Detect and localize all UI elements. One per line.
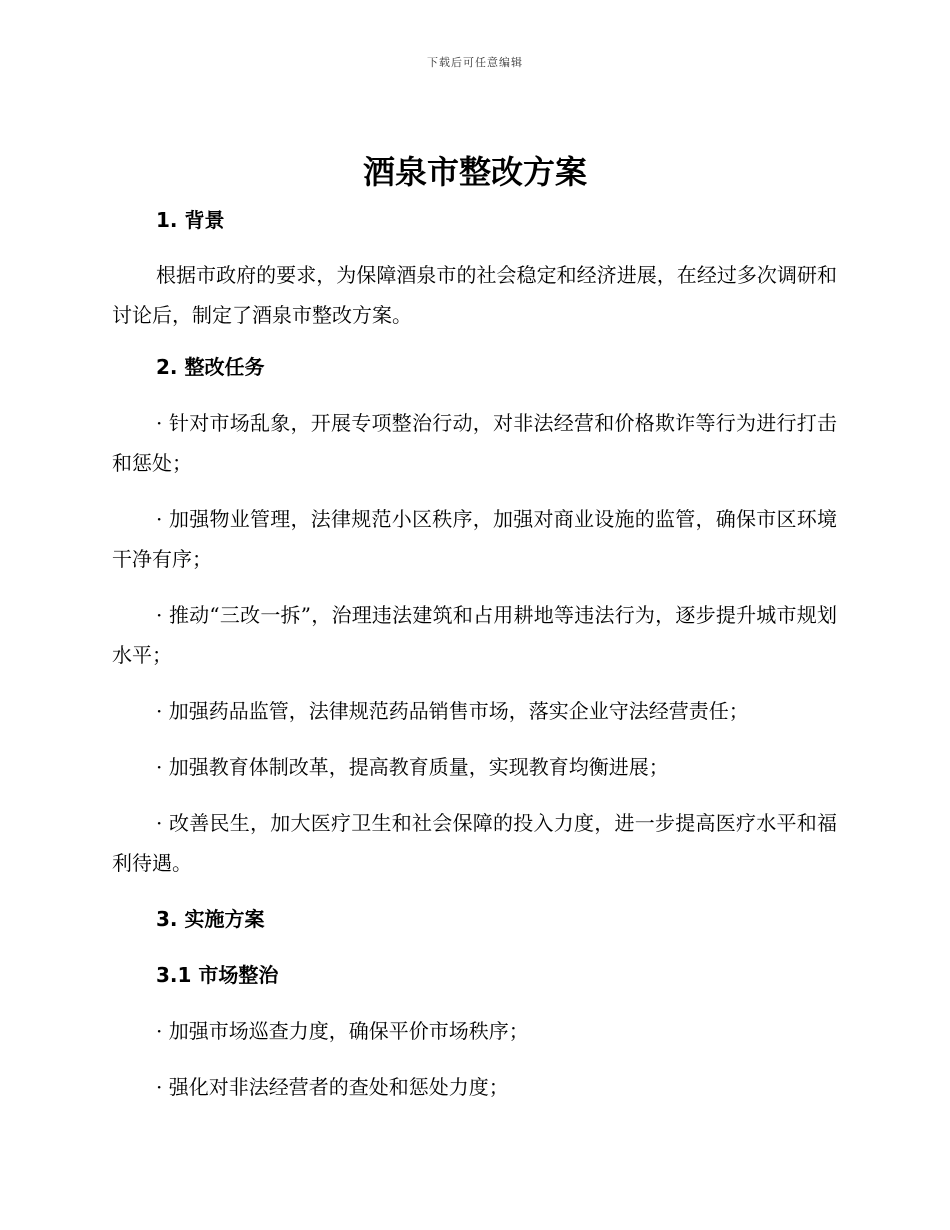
task-item: · 推动“三改一拆”，治理违法建筑和占用耕地等违法行为，逐步提升城市规划水平； bbox=[112, 603, 837, 667]
implementation-item: · 加强市场巡查力度，确保平价市场秩序； bbox=[156, 1019, 529, 1043]
header-note: 下载后可任意编辑 bbox=[427, 56, 523, 69]
implementation-item: · 强化对非法经营者的查处和惩处力度； bbox=[156, 1075, 509, 1099]
subsection-heading-market: 3.1 市场整治 bbox=[156, 963, 279, 987]
task-item: · 加强物业管理，法律规范小区秩序，加强对商业设施的监管，确保市区环境干净有序； bbox=[112, 507, 837, 571]
task-item: · 改善民生，加大医疗卫生和社会保障的投入力度，进一步提高医疗水平和福利待遇。 bbox=[112, 811, 837, 875]
section-heading-background: 1. 背景 bbox=[156, 208, 225, 232]
task-item: · 加强教育体制改革，提高教育质量，实现教育均衡进展； bbox=[156, 755, 669, 779]
document-title: 酒泉市整改方案 bbox=[362, 153, 587, 191]
task-item: · 加强药品监管，法律规范药品销售市场，落实企业守法经营责任； bbox=[156, 699, 749, 723]
document-body bbox=[112, 200, 837, 1107]
section-heading-tasks: 2. 整改任务 bbox=[156, 355, 265, 379]
background-paragraph: 根据市政府的要求，为保障酒泉市的社会稳定和经济进展，在经过多次调研和讨论后，制定了酒泉市整改方案。 bbox=[112, 263, 837, 327]
section-heading-implementation: 3. 实施方案 bbox=[156, 907, 265, 931]
task-item: · 针对市场乱象，开展专项整治行动，对非法经营和价格欺诈等行为进行打击和惩处； bbox=[112, 411, 837, 475]
